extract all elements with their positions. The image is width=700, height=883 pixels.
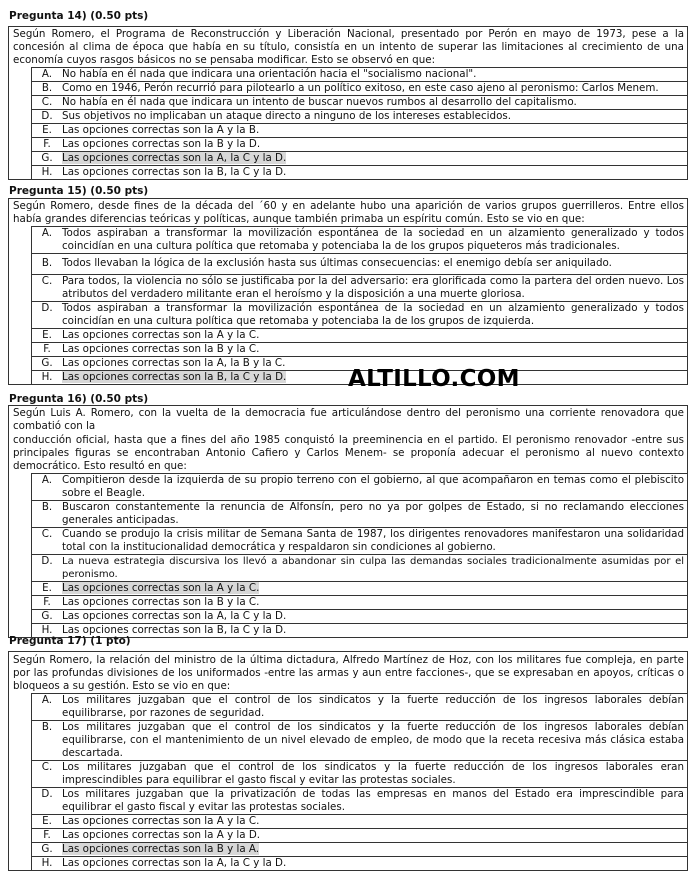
option-row-highlighted: [32, 152, 687, 166]
question-14-options: [31, 67, 687, 179]
option-letter: C.: [41, 761, 53, 773]
question-17-header: Pregunta 17) (1 pto): [9, 635, 131, 647]
option-text: Todos aspiraban a transformar la movilización espontánea de la sociedad en un alzamiento generalizado y todos coincidían en una cultura política que retomaba y potenciaba la de los grupos de izquierda.: [62, 302, 684, 327]
option-letter: G.: [41, 152, 53, 164]
option-letter: F.: [43, 138, 51, 150]
option-row: [32, 788, 687, 815]
question-17-stem: Según Romero, la relación del ministro de la última dictadura, Alfredo Martínez de Hoz, con los militares fue compleja, en parte por las profundas divisiones de los uniformados -entre las armas y aun entre facciones-, que se expresaban en apoyos, críticas o bloqueos a su gestión. Esto se vio en que:: [13, 654, 684, 692]
option-row: [32, 343, 687, 357]
option-row: [32, 721, 687, 761]
option-row: [32, 329, 687, 343]
option-letter: C.: [41, 275, 53, 287]
option-row: [32, 166, 687, 179]
option-letter: A.: [41, 694, 53, 706]
option-row: [32, 815, 687, 829]
option-text: Sus objetivos no implicaban un ataque directo a ninguno de los intereses establecidos.: [62, 110, 512, 122]
option-text: No había en él nada que indicara una orientación hacia el "socialismo nacional".: [62, 68, 477, 80]
option-row: [32, 610, 687, 624]
option-letter: B.: [41, 82, 53, 94]
option-letter: H.: [41, 857, 53, 869]
question-15-options: [31, 226, 687, 384]
option-text: Todos llevaban la lógica de la exclusión hasta sus últimas consecuencias: el enemigo debía ser aniquilado.: [62, 257, 612, 269]
option-letter: F.: [43, 829, 51, 841]
option-text: La nueva estrategia discursiva los llevó a abandonar sin culpa las demandas sociales tradicionalmente asumidas por el peronismo.: [62, 556, 684, 580]
option-letter: C.: [41, 528, 53, 540]
option-row: [32, 254, 687, 275]
question-14-box: [8, 26, 688, 180]
option-row: [32, 501, 687, 528]
option-letter: E.: [42, 815, 52, 827]
option-letter: H.: [41, 624, 53, 636]
option-row: [32, 110, 687, 124]
option-letter: F.: [43, 343, 51, 355]
option-row: [32, 227, 687, 254]
option-text: Las opciones correctas son la A, la B y la C.: [62, 357, 286, 369]
question-16-stem-continued: conducción oficial, hasta que a fines del año 1985 conquistó la preeminencia en el partido. El peronismo renovador -entre sus principales figuras se encontraban Antonio Cafiero y Carlos Menem- se proponía adecuar el peronismo al nuevo contexto democrático. Esto resultó en que:: [13, 434, 684, 472]
option-text: Las opciones correctas son la A y la C.: [62, 329, 260, 341]
option-text: Las opciones correctas son la A y la C.: [62, 582, 260, 594]
option-letter: D.: [41, 788, 53, 800]
question-15-stem: Según Romero, desde fines de la década del ´60 y en adelante hubo una aparición de varios grupos guerrilleros. Entre ellos había grandes diferencias teóricas y políticas, aunque también primaba un espíritu común. Esto se vio en que:: [13, 200, 684, 225]
option-text: Buscaron constantemente la renuncia de Alfonsín, pero no ya por golpes de Estado, si no reclamando elecciones generales anticipadas.: [62, 501, 684, 526]
option-text: Todos aspiraban a transformar la movilización espontánea de la sociedad en un alzamiento generalizado y todos coincidían en una cultura política que retomaba y potenciaba la de los grupos piqueteros más tradicionales.: [62, 227, 684, 252]
option-text: Los militares juzgaban que el control de los sindicatos y la fuerte reducción de los ingresos laborales debían equilibrarse, con el mantenimiento de un nivel elevado de empleo, de modo que la receta recesiva más clásica estaba descartada.: [62, 721, 684, 759]
option-row: [32, 68, 687, 82]
option-letter: G.: [41, 610, 53, 622]
option-row: [32, 694, 687, 721]
question-15-header: Pregunta 15) (0.50 pts): [9, 185, 149, 197]
option-text: Las opciones correctas son la B y la D.: [62, 138, 261, 150]
option-text: Como en 1946, Perón recurrió para pilotearlo a un político exitoso, en este caso ajeno al peronismo: Carlos Menem.: [62, 82, 659, 94]
option-row: [32, 596, 687, 610]
option-text: Las opciones correctas son la A, la C y la D.: [62, 857, 287, 869]
option-text: Las opciones correctas son la A y la D.: [62, 829, 261, 841]
option-row: [32, 761, 687, 788]
watermark-logo: ALTILLO.COM: [348, 366, 520, 392]
option-letter: E.: [42, 329, 52, 341]
question-15-box: [8, 198, 688, 385]
option-row: [32, 857, 687, 870]
option-letter: D.: [41, 555, 53, 567]
option-row: [32, 474, 687, 501]
option-text: Los militares juzgaban que la privatización de todas las empresas en manos del Estado era imprescindible para equilibrar el gasto fiscal y evitar las protestas sociales.: [62, 788, 684, 813]
option-text: Las opciones correctas son la B y la C.: [62, 596, 260, 608]
option-text: Las opciones correctas son la B, la C y la D.: [62, 166, 287, 178]
option-letter: A.: [41, 474, 53, 486]
option-row: [32, 82, 687, 96]
option-row: [32, 124, 687, 138]
option-text: Para todos, la violencia no sólo se justificaba por la del adversario: era glorificada como la partera del orden nuevo. Los atributos del verdadero militante eran el heroísmo y la disposición a una muerte gloriosa.: [62, 275, 684, 300]
option-row: [32, 302, 687, 329]
option-row: [32, 528, 687, 555]
option-letter: B.: [41, 721, 53, 733]
option-row: [32, 829, 687, 843]
option-text: Compitieron desde la izquierda de su propio terreno con el gobierno, al que acompañaron en temas como el plebiscito sobre el Beagle.: [62, 474, 684, 499]
option-text: Los militares juzgaban que el control de los sindicatos y la fuerte reducción de los ingresos laborales debían equilibrarse, por razones de seguridad.: [62, 694, 684, 719]
option-text: Las opciones correctas son la B, la C y la D.: [62, 371, 287, 383]
question-16-box: [8, 405, 688, 638]
option-row-highlighted: [32, 582, 687, 596]
question-17-options: [31, 693, 687, 870]
option-text: Los militares juzgaban que el control de los sindicatos y la fuerte reducción de los ingresos laborales eran imprescindibles para equilibrar el gasto fiscal y evitar las protestas sociales.: [62, 761, 684, 786]
option-letter: A.: [41, 227, 53, 239]
option-text: Las opciones correctas son la A y la B.: [62, 124, 260, 136]
option-letter: E.: [42, 124, 52, 136]
option-letter: B.: [41, 257, 53, 269]
option-letter: B.: [41, 501, 53, 513]
option-text: Las opciones correctas son la A, la C y la D.: [62, 152, 287, 164]
option-letter: E.: [42, 582, 52, 594]
option-letter: H.: [41, 371, 53, 383]
option-letter: F.: [43, 596, 51, 608]
option-text: Las opciones correctas son la B y la C.: [62, 343, 260, 355]
option-letter: D.: [41, 302, 53, 314]
option-row-highlighted: [32, 843, 687, 857]
option-row: [32, 275, 687, 302]
option-text: Las opciones correctas son la B y la A.: [62, 843, 260, 855]
option-letter: G.: [41, 843, 53, 855]
option-text: Las opciones correctas son la B, la C y la D.: [62, 624, 287, 636]
question-14-stem: Según Romero, el Programa de Reconstrucción y Liberación Nacional, presentado por Perón en mayo de 1973, pese a la concesión al clima de época que había en su título, consistía en un intento de superar las limitaciones al crecimiento de una economía cuyos rasgos básicos no se pensaba modificar. Esto se observó en que:: [13, 28, 684, 66]
option-row: [32, 96, 687, 110]
question-16-header: Pregunta 16) (0.50 pts): [9, 393, 149, 405]
option-letter: H.: [41, 166, 53, 178]
option-text: Cuando se produjo la crisis militar de Semana Santa de 1987, los dirigentes renovadores manifestaron una solidaridad total con la institucionalidad democrática y respaldaron sin condiciones al gobierno.: [62, 528, 684, 553]
question-14-header: Pregunta 14) (0.50 pts): [9, 10, 149, 22]
question-16-options: [31, 473, 687, 637]
option-text: Las opciones correctas son la A, la C y la D.: [62, 610, 287, 622]
question-17-box: [8, 651, 688, 871]
option-letter: A.: [41, 68, 53, 80]
option-text: Las opciones correctas son la A y la C.: [62, 815, 260, 827]
question-16-stem: Según Luis A. Romero, con la vuelta de la democracia fue articulándose dentro del peronismo una corriente renovadora que combatió con la: [13, 407, 684, 432]
option-row: [32, 138, 687, 152]
option-text: No había en él nada que indicara un intento de buscar nuevos rumbos al desarrollo del capitalismo.: [62, 96, 577, 108]
option-letter: C.: [41, 96, 53, 108]
option-letter: G.: [41, 357, 53, 369]
option-row: [32, 555, 687, 582]
option-letter: D.: [41, 110, 53, 122]
